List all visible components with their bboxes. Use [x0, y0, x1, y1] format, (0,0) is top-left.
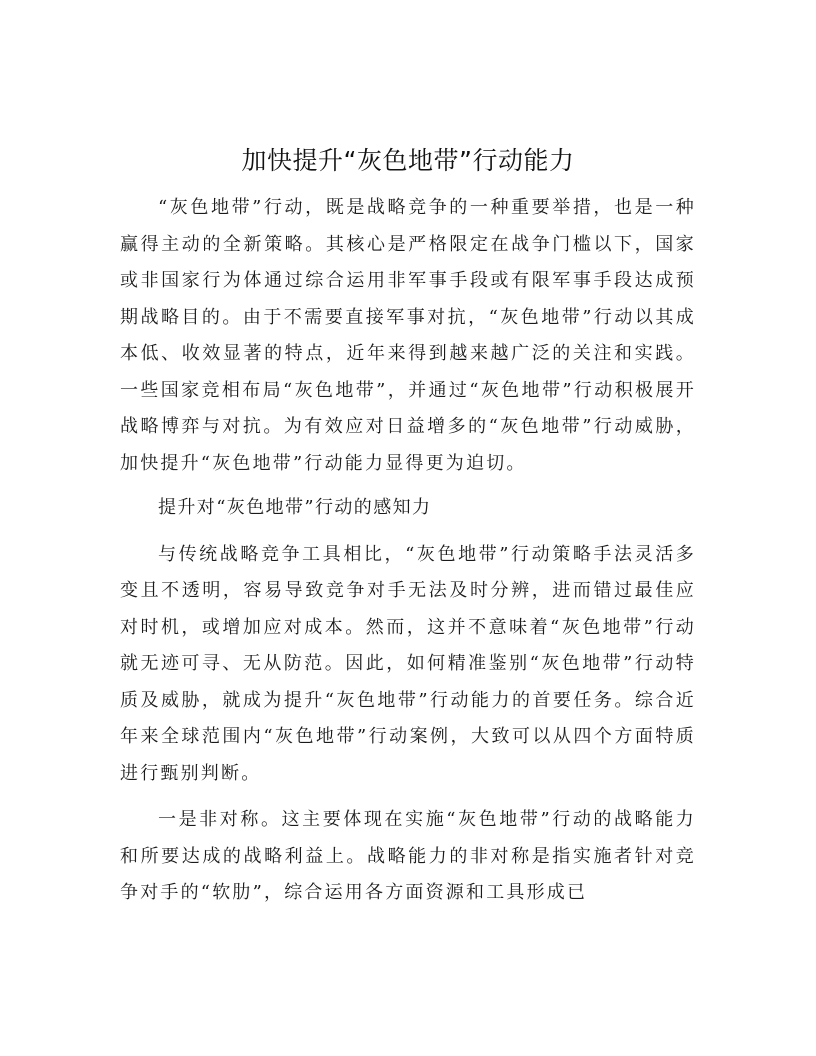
- document-body: [120, 190, 696, 912]
- intro-paragraph: “灰色地带”行动，既是战略竞争的一种重要举措，也是一种赢得主动的全新策略。其核心是严格限定在战争门槛以下，国家或非国家行为体通过综合运用非军事手段或有限军事手段达成预期战略目的。由于不需要直接军事对抗，“灰色地带”行动以其成本低、收效显著的特点，近年来得到越来越广泛的关注和实践。一些国家竞相布局“灰色地带”，并通过“灰色地带”行动积极展开战略博弈与对抗。为有效应对日益增多的“灰色地带”行动威胁，加快提升“灰色地带”行动能力显得更为迫切。: [120, 197, 696, 474]
- document-title: 加快提升“灰色地带”行动能力: [241, 146, 575, 175]
- section-paragraph: 一是非对称。这主要体现在实施“灰色地带”行动的战略能力和所要达成的战略利益上。战略能力的非对称是指实施者针对竞争对手的“软肋”，综合运用各方面资源和工具形成已: [120, 809, 696, 903]
- section-paragraph: 与传统战略竞争工具相比，“灰色地带”行动策略手法灵活多变且不透明，容易导致竞争对手无法及时分辨，进而错过最佳应对时机，或增加应对成本。然而，这并不意味着“灰色地带”行动就无迹可寻、无从防范。因此，如何精准鉴别“灰色地带”行动特质及威胁，就成为提升“灰色地带”行动能力的首要任务。综合近年来全球范围内“灰色地带”行动案例，大致可以从四个方面特质进行甄别判断。: [120, 543, 696, 784]
- section-heading: 提升对“灰色地带”行动的感知力: [158, 497, 432, 518]
